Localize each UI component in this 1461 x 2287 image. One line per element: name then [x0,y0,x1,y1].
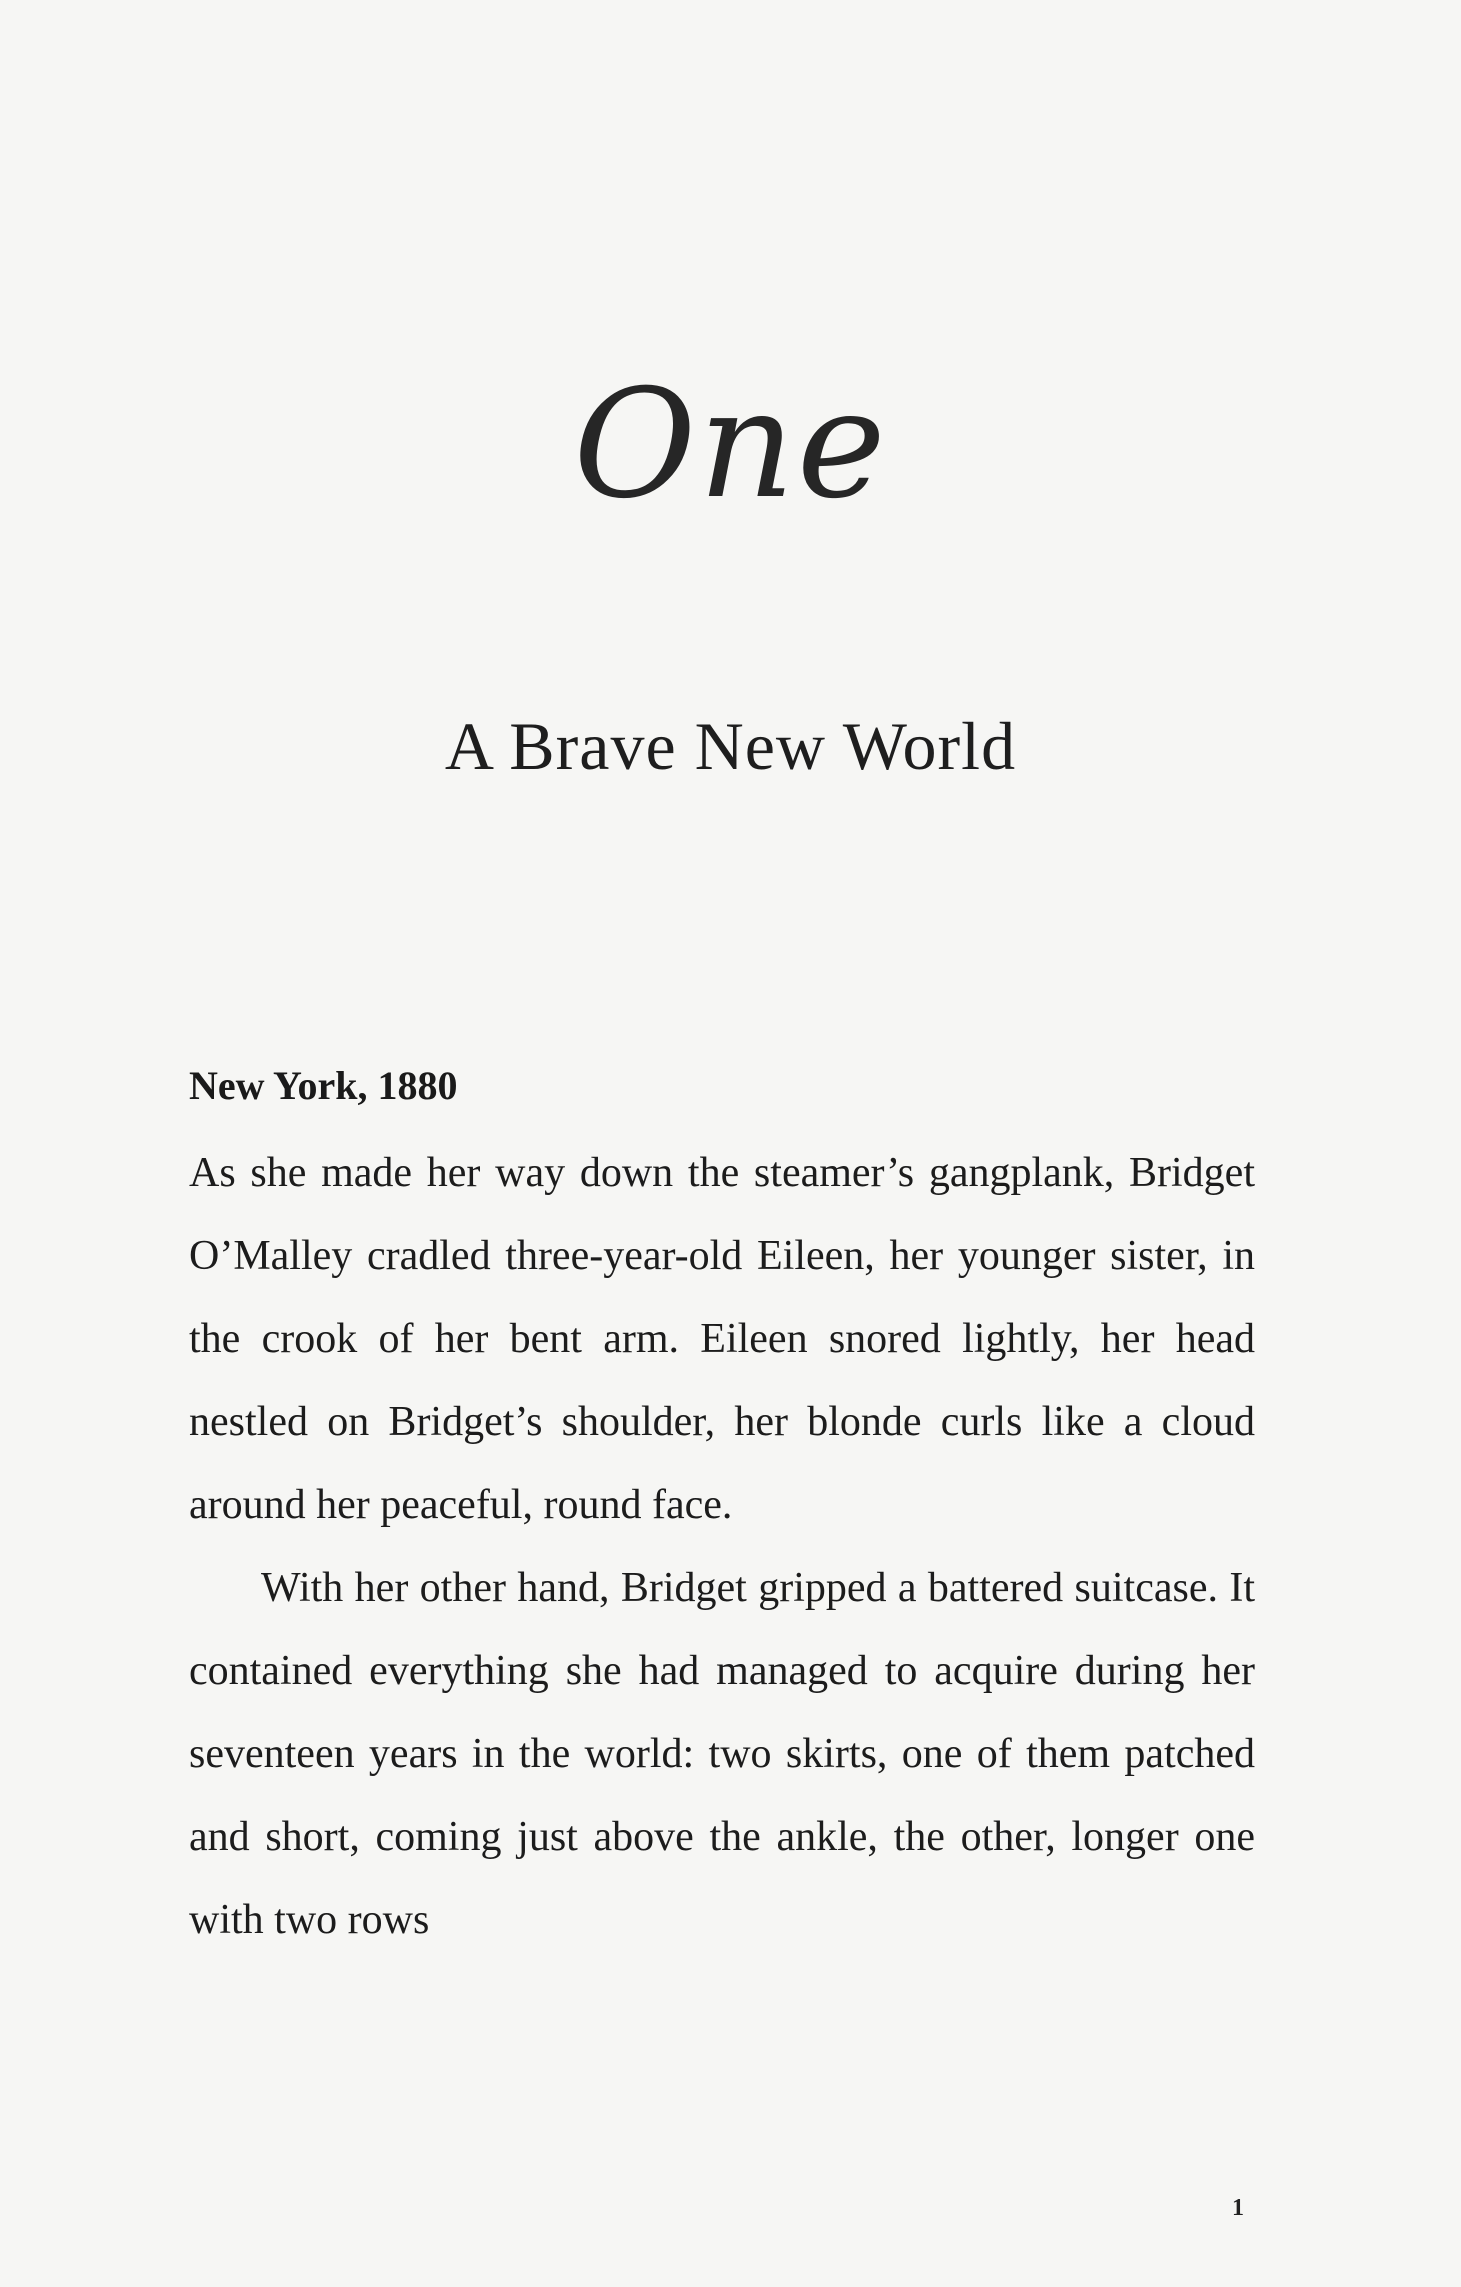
paragraph: As she made her way down the steamer’s gangplank, Bridget O’Malley cradled three-year-old Eileen, her younger sister, in the crook of her bent arm. Eileen snored lightly, her head nestled on Bridget’s shoulder, her blonde curls like a cloud around her peaceful, round face. [189,1150,1255,1528]
body-text [189,1132,1255,1962]
section-heading: New York, 1880 [189,1063,458,1108]
page-number: 1 [1232,2195,1244,2221]
chapter-title: A Brave New World [444,708,1017,784]
paragraph: With her other hand, Bridget gripped a battered suitcase. It contained everything she had managed to acquire during her seventeen years in the world: two skirts, one of them patched and short, coming just above the ankle, the other, longer one with two rows [189,1565,1255,1943]
chapter-number: One [573,358,888,532]
